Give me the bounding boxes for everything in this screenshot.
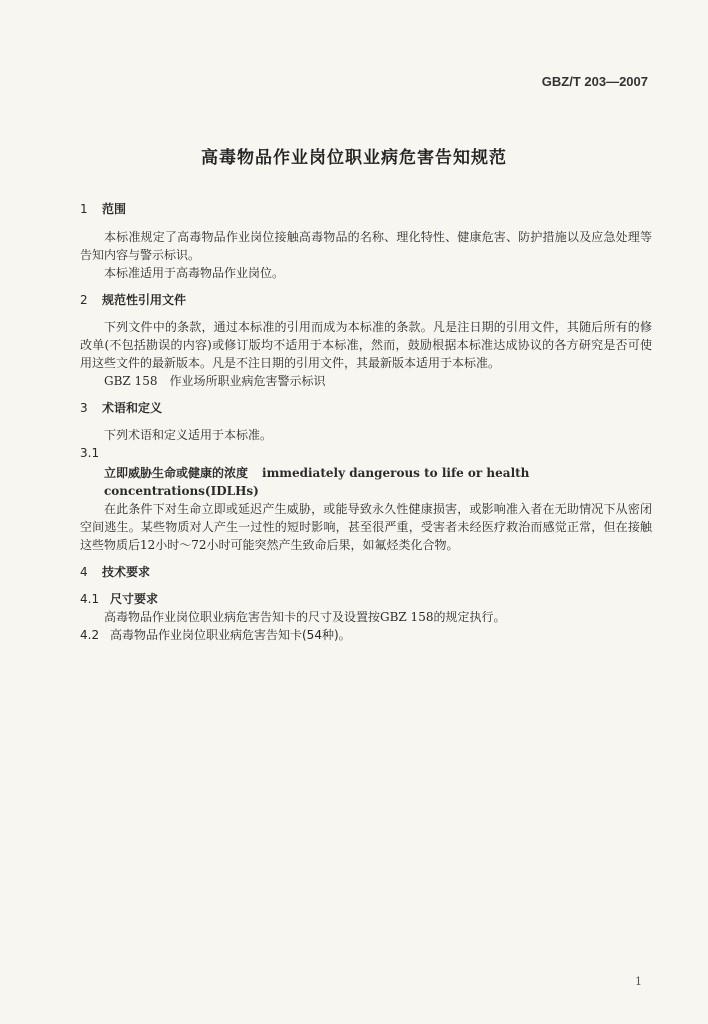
section-title: 规范性引用文件 bbox=[102, 293, 187, 307]
subsection-number: 4.2 bbox=[80, 628, 100, 642]
section-4-heading bbox=[80, 563, 652, 581]
subsection-number: 4.1 bbox=[80, 592, 100, 606]
section-3-heading bbox=[80, 399, 652, 417]
section-3-paragraph-1: 下列术语和定义适用于本标准。 bbox=[104, 428, 273, 442]
section-2-heading bbox=[80, 291, 652, 309]
subsection-title: 尺寸要求 bbox=[110, 592, 159, 606]
section-title: 技术要求 bbox=[102, 565, 151, 579]
subsection-3-1-number: 3.1 bbox=[80, 446, 100, 460]
section-number: 2 bbox=[80, 293, 88, 307]
section-title: 术语和定义 bbox=[102, 401, 163, 415]
subsection-title: 高毒物品作业岗位职业病危害告知卡(54种)。 bbox=[110, 628, 351, 642]
section-1-paragraph-2: 本标准适用于高毒物品作业岗位。 bbox=[104, 266, 285, 280]
section-2-reference: GBZ 158 作业场所职业病危害警示标识 bbox=[104, 374, 326, 388]
document-title: 高毒物品作业岗位职业病危害告知规范 bbox=[201, 148, 507, 168]
section-1-paragraph-1: 本标准规定了高毒物品作业岗位接触高毒物品的名称、理化特性、健康危害、防护措施以及应急处理等告知内容与警示标识。 bbox=[80, 230, 652, 262]
document-body bbox=[80, 200, 652, 644]
term-definition: 在此条件下对生命立即或延迟产生威胁，或能导致永久性健康损害，或影响准入者在无助情况下从密闭空间逃生。某些物质对人产生一过性的短时影响，甚至很严重，受害者未经医疗救治而感觉正常，但在接触这些物质后12小时～72小时可能突然产生致命后果，如氟烃类化合物。 bbox=[80, 502, 652, 552]
section-number: 3 bbox=[80, 401, 88, 415]
term-chinese: 立即威胁生命或健康的浓度 bbox=[104, 466, 249, 480]
section-number: 4 bbox=[80, 565, 88, 579]
section-2-paragraph-1: 下列文件中的条款，通过本标准的引用而成为本标准的条款。凡是注日期的引用文件，其随后所有的修改单(不包括勘误的内容)或修订版均不适用于本标准，然而，鼓励根据本标准达成协议的各方研究是否可使用这些文件的最新版本。凡是不注日期的引用文件，其最新版本适用于本标准。 bbox=[80, 320, 652, 370]
section-1-heading bbox=[80, 200, 652, 218]
page-number: 1 bbox=[635, 975, 642, 988]
standard-code: GBZ/T 203—2007 bbox=[541, 74, 648, 89]
section-title: 范围 bbox=[102, 202, 127, 216]
subsection-4-1-paragraph: 高毒物品作业岗位职业病危害告知卡的尺寸及设置按GBZ 158的规定执行。 bbox=[104, 610, 506, 624]
subsection-4-2-heading bbox=[80, 626, 652, 644]
section-number: 1 bbox=[80, 202, 88, 216]
term-heading bbox=[80, 464, 652, 500]
term-english: immediately dangerous to life or health concentrations(IDLHs) bbox=[104, 466, 530, 498]
subsection-4-1-heading bbox=[80, 590, 652, 608]
